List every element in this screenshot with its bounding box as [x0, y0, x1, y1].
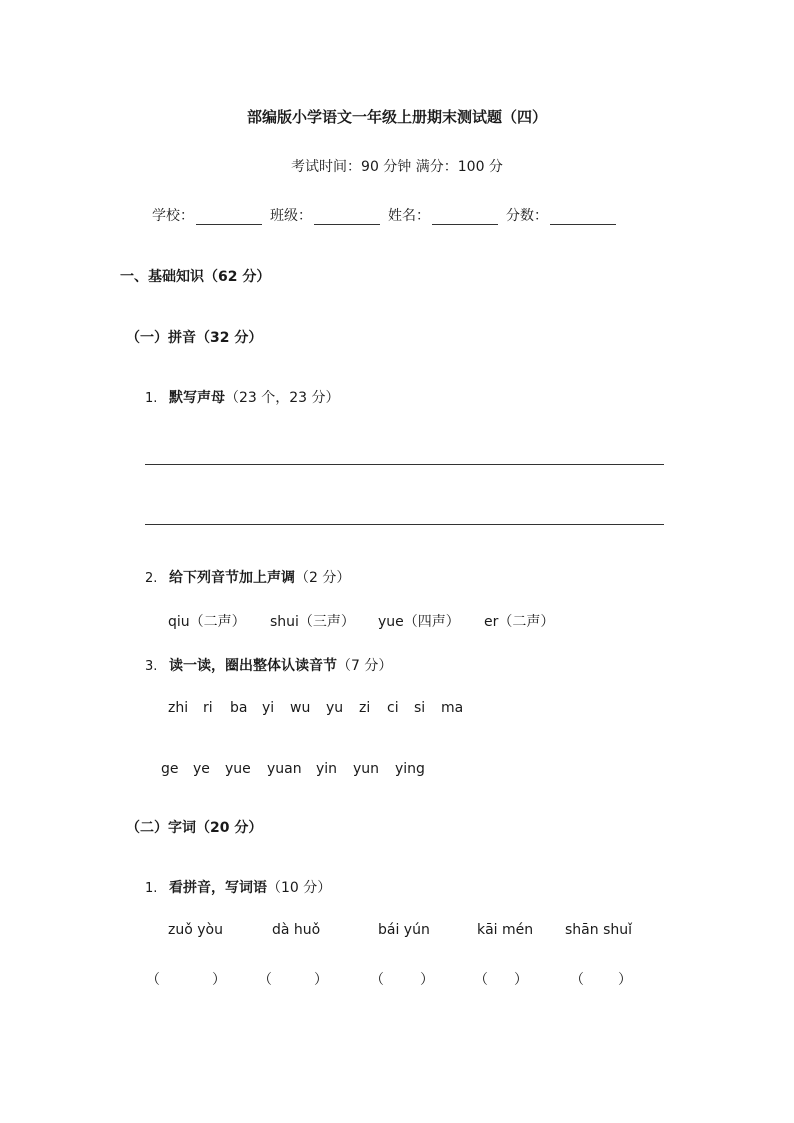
close-paren: ）: [212, 972, 226, 988]
syllable[interactable]: yin: [316, 761, 338, 777]
word-pinyin: shān shuǐ: [565, 922, 632, 938]
question-number: 2.: [145, 571, 158, 586]
school-blank[interactable]: [196, 210, 262, 225]
syllable[interactable]: zi: [359, 700, 371, 716]
syllable[interactable]: ma: [441, 700, 464, 716]
open-paren: （: [146, 972, 160, 988]
syllable[interactable]: yue: [225, 761, 251, 777]
close-paren: ）: [314, 972, 328, 988]
open-paren: （: [474, 972, 488, 988]
answer-line-1[interactable]: [145, 464, 664, 465]
exam-info: 考试时间：90 分钟 满分：100 分: [291, 159, 503, 175]
open-paren: （: [370, 972, 384, 988]
answer-line-2[interactable]: [145, 524, 664, 525]
word-pinyin: bái yún: [378, 922, 430, 938]
word-pinyin: zuǒ yòu: [168, 922, 223, 938]
tone-item: qiu（二声）: [168, 614, 246, 630]
question-2-tones: [145, 567, 350, 587]
close-paren: ）: [618, 972, 632, 988]
question-1-words: [145, 877, 331, 897]
syllable[interactable]: zhi: [168, 700, 189, 716]
question-score: （7 分）: [337, 658, 393, 674]
question-label: 给下列音节加上声调: [169, 570, 295, 586]
tone-item: shui（三声）: [270, 614, 355, 630]
page-title: 部编版小学语文一年级上册期末测试题（四）: [246, 108, 547, 126]
syllable[interactable]: ye: [193, 761, 210, 777]
syllable[interactable]: ba: [230, 700, 248, 716]
part-heading-words: （二）字词（20 分）: [126, 820, 263, 836]
tone-item: er（二声）: [484, 614, 555, 630]
open-paren: （: [570, 972, 584, 988]
question-score: （10 分）: [267, 880, 332, 896]
open-paren: （: [258, 972, 272, 988]
question-score: （23 个，23 分）: [225, 390, 340, 406]
class-blank[interactable]: [314, 210, 380, 225]
question-3-syllables: [145, 655, 392, 675]
question-number: 1.: [145, 881, 158, 896]
word-pinyin: dà huǒ: [272, 922, 321, 938]
student-info-row: [152, 205, 624, 225]
syllable[interactable]: yuan: [267, 761, 302, 777]
syllable[interactable]: ying: [395, 761, 425, 777]
syllable[interactable]: yu: [326, 700, 344, 716]
syllable[interactable]: ci: [387, 700, 399, 716]
close-paren: ）: [514, 972, 528, 988]
close-paren: ）: [420, 972, 434, 988]
syllable[interactable]: ri: [203, 700, 213, 716]
section-heading-basics: 一、基础知识（62 分）: [120, 269, 271, 285]
syllable[interactable]: si: [414, 700, 426, 716]
word-pinyin: kāi mén: [477, 922, 534, 938]
name-blank[interactable]: [432, 210, 498, 225]
question-1-pinyin: [145, 387, 340, 407]
syllable[interactable]: yun: [353, 761, 380, 777]
question-score: （2 分）: [295, 570, 351, 586]
question-number: 1.: [145, 391, 158, 406]
school-label: 学校：: [152, 208, 194, 224]
name-label: 姓名：: [388, 208, 430, 224]
class-label: 班级：: [270, 208, 312, 224]
syllable[interactable]: yi: [262, 700, 275, 716]
score-blank[interactable]: [550, 210, 616, 225]
syllable[interactable]: ge: [161, 761, 179, 777]
score-label: 分数：: [506, 208, 548, 224]
question-label: 看拼音，写词语: [169, 880, 267, 896]
part-heading-pinyin: （一）拼音（32 分）: [126, 330, 263, 346]
tone-item: yue（四声）: [378, 614, 460, 630]
syllable[interactable]: wu: [290, 700, 311, 716]
question-number: 3.: [145, 659, 158, 674]
question-label: 读一读，圈出整体认读音节: [169, 658, 337, 674]
question-label: 默写声母: [169, 390, 225, 406]
